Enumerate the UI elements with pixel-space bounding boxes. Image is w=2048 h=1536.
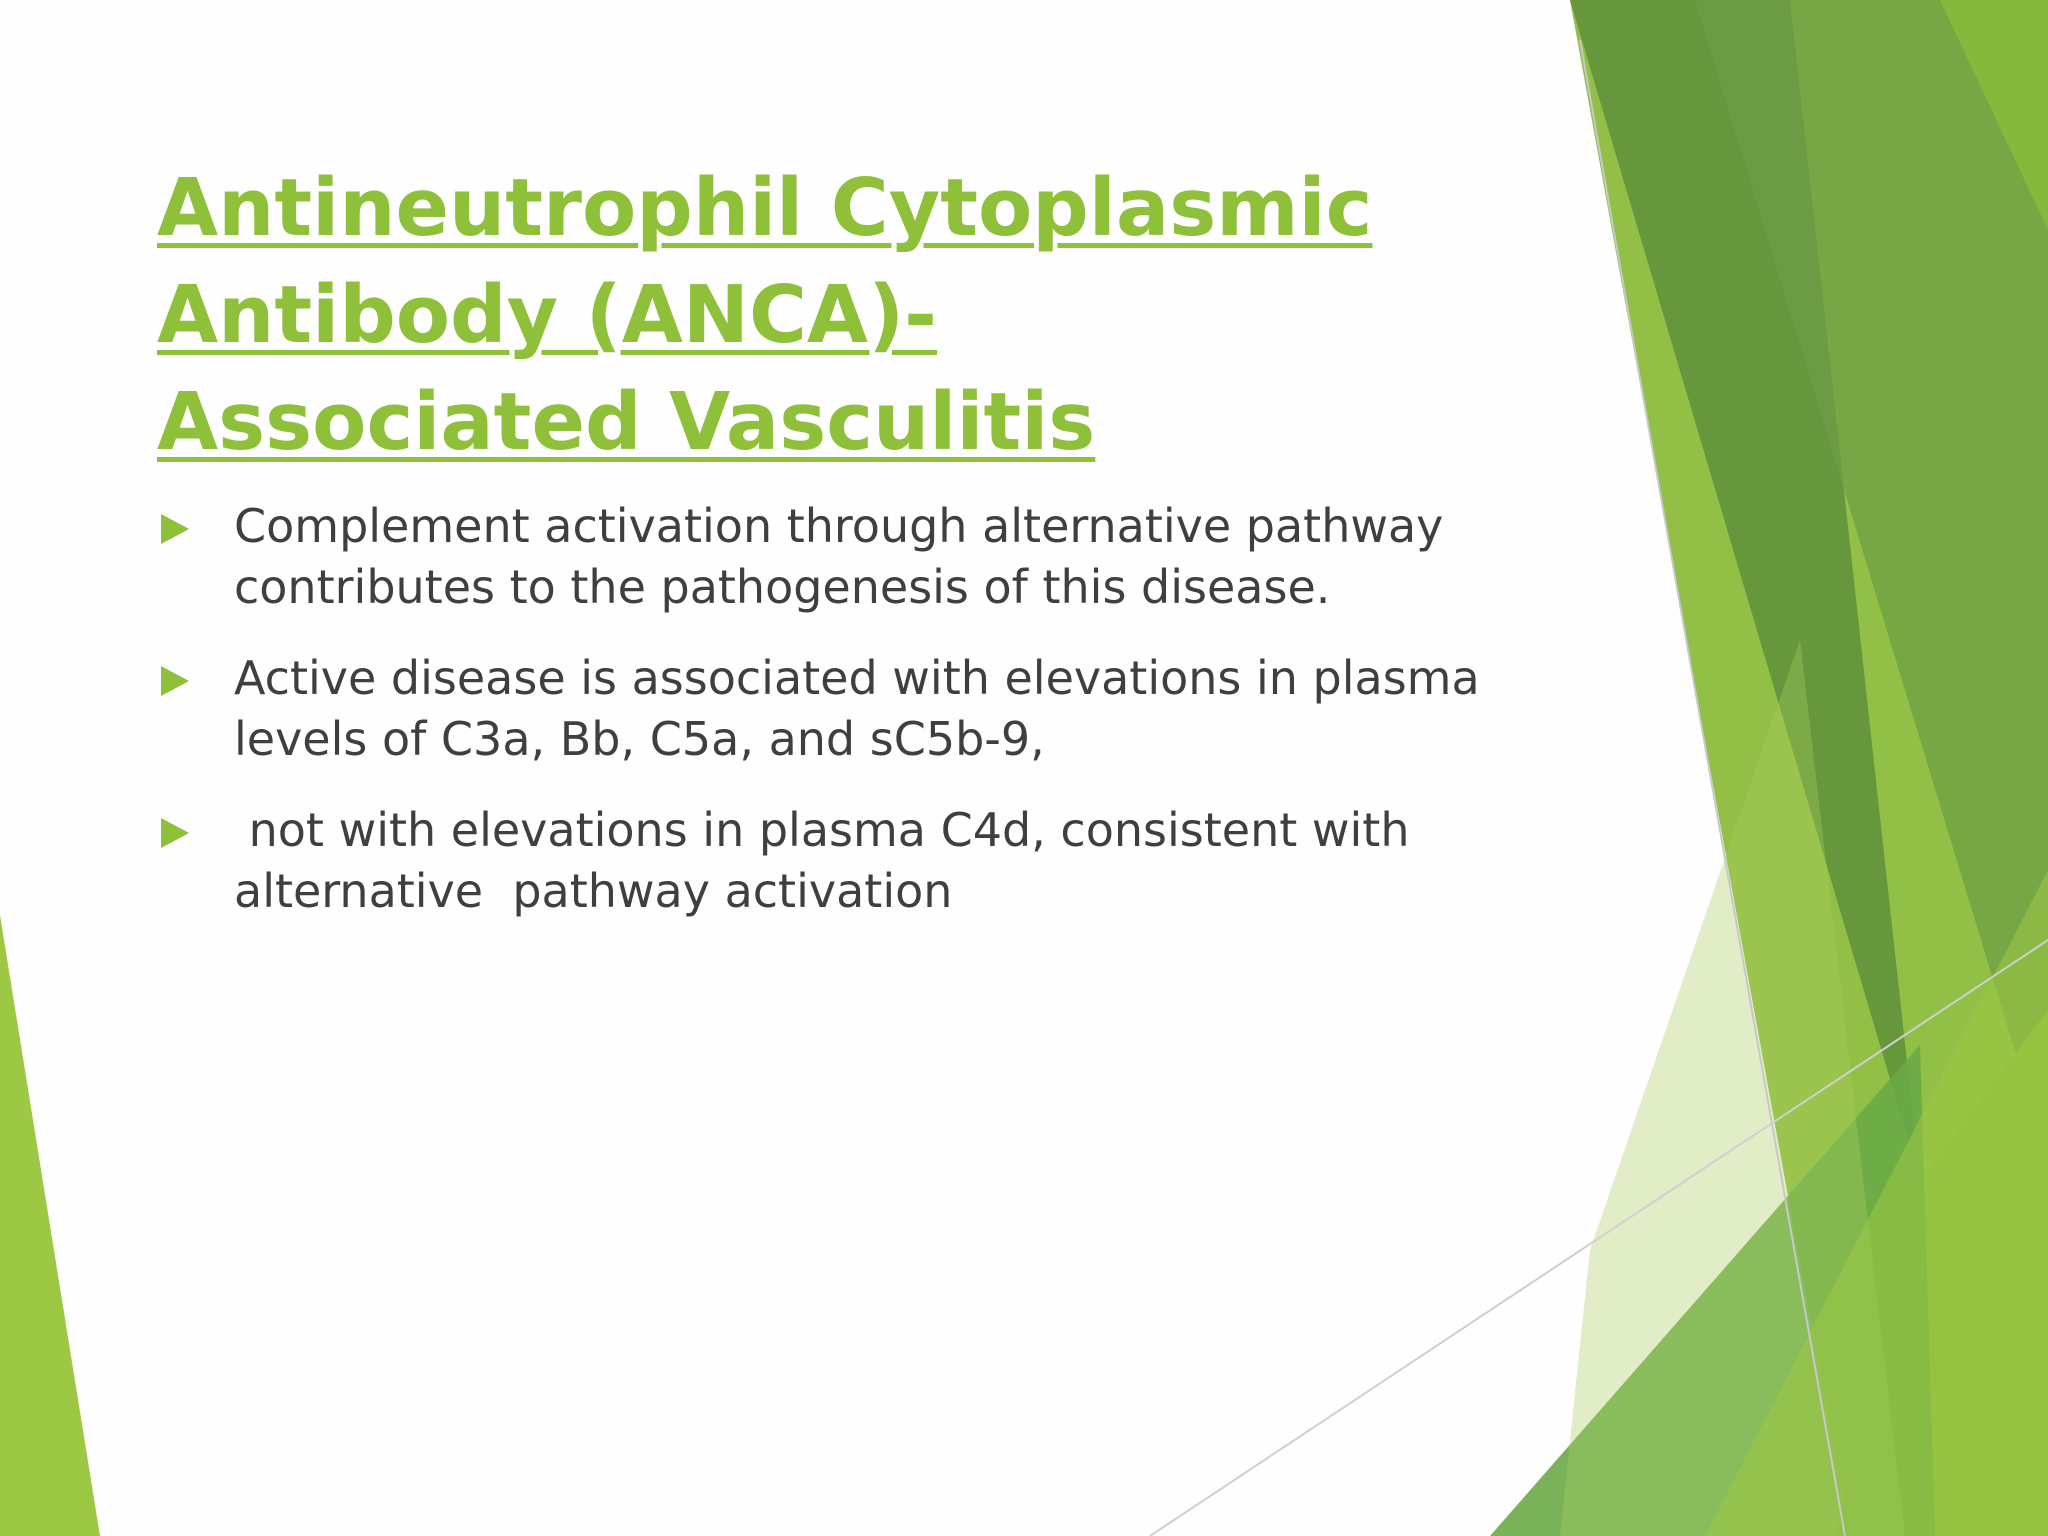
list-item	[157, 648, 1497, 770]
bullet-text: Active disease is associated with elevations in plasma levels of C3a, Bb, C5a, and sC5b-9,	[234, 651, 1495, 766]
slide-title: Antineutrophil Cytoplasmic Antibody (ANCA)-Associated Vasculitis	[157, 162, 1373, 468]
bullet-text: Complement activation through alternative pathway contributes to the pathogenesis of this disease.	[234, 499, 1459, 614]
triangle-bullet-icon	[161, 666, 189, 696]
triangle-bullet-icon	[161, 818, 189, 848]
list-item	[157, 496, 1497, 618]
left-green-sliver	[0, 915, 100, 1536]
bullet-text: not with elevations in plasma C4d, consistent with alternative pathway activation	[234, 803, 1425, 918]
list-item	[157, 800, 1497, 922]
triangle-bullet-icon	[161, 514, 189, 544]
bullet-list	[157, 496, 1497, 952]
